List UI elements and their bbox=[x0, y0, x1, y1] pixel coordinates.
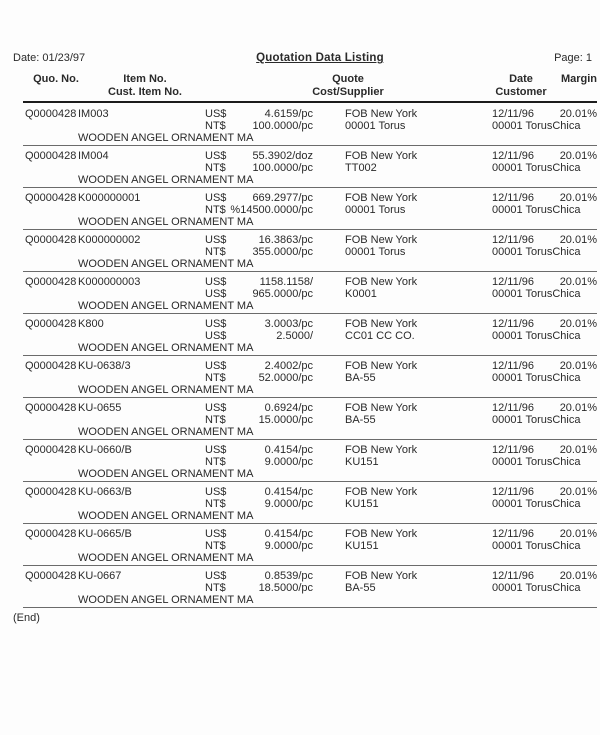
item-number: K000000002 bbox=[78, 234, 141, 246]
quotation-number: Q0000428 bbox=[25, 570, 77, 582]
column-header-customer-label: Customer bbox=[495, 86, 547, 98]
customer-code: 00001 TorusChica bbox=[492, 288, 581, 300]
price2-currency: NT$ bbox=[205, 414, 226, 426]
item-number: KU-0655 bbox=[78, 402, 122, 414]
quote-date: 12/11/96 bbox=[492, 192, 535, 204]
column-header-margin-spacer bbox=[538, 86, 597, 99]
item-number: K000000003 bbox=[78, 276, 141, 288]
price2-currency: NT$ bbox=[205, 498, 226, 510]
price2-value: 965.0000/pc bbox=[252, 288, 313, 300]
quote-date: 12/11/96 bbox=[492, 486, 535, 498]
price2-currency: NT$ bbox=[205, 582, 226, 594]
customer-code: 00001 TorusChica bbox=[492, 582, 581, 594]
price1-value: 1158.1158/ bbox=[259, 276, 313, 288]
price1-currency: US$ bbox=[205, 402, 227, 414]
column-header-margin bbox=[538, 73, 597, 99]
customer-code: 00001 TorusChica bbox=[492, 540, 581, 552]
price2-currency: NT$ bbox=[205, 204, 226, 216]
margin-value: 20.01% bbox=[559, 192, 597, 204]
quote-date: 12/11/96 bbox=[492, 276, 535, 288]
margin-value: 20.01% bbox=[559, 402, 597, 414]
price1-value: 0.4154/pc bbox=[264, 486, 313, 498]
item-number: IM004 bbox=[78, 150, 109, 162]
item-description: WOODEN ANGEL ORNAMENT MA bbox=[78, 300, 254, 312]
price1-value: 3.0003/pc bbox=[264, 318, 313, 330]
item-description: WOODEN ANGEL ORNAMENT MA bbox=[78, 132, 254, 144]
table-row bbox=[0, 356, 600, 398]
table-row bbox=[0, 398, 600, 440]
price1-value: 669.2977/pc bbox=[252, 192, 313, 204]
quote-terms: FOB New York bbox=[345, 570, 418, 582]
price1-value: 55.3902/doz bbox=[252, 150, 313, 162]
quote-terms: FOB New York bbox=[345, 486, 418, 498]
price2-currency: NT$ bbox=[205, 246, 226, 258]
table-row bbox=[0, 230, 600, 272]
column-header-cost-supplier-label: Cost/Supplier bbox=[312, 86, 384, 98]
quote-terms: FOB New York bbox=[345, 360, 418, 372]
supplier-code: BA-55 bbox=[345, 582, 376, 594]
quote-date: 12/11/96 bbox=[492, 234, 535, 246]
price2-currency: US$ bbox=[205, 288, 227, 300]
quotation-number: Q0000428 bbox=[25, 528, 77, 540]
price2-value: 355.0000/pc bbox=[252, 246, 313, 258]
quote-terms: FOB New York bbox=[345, 192, 418, 204]
column-header-date-label: Date bbox=[509, 73, 533, 85]
quote-terms: FOB New York bbox=[345, 108, 418, 120]
column-header-quo-no-spacer bbox=[23, 86, 89, 99]
price2-value: 9.0000/pc bbox=[264, 456, 313, 468]
price1-currency: US$ bbox=[205, 150, 227, 162]
customer-code: 00001 TorusChica bbox=[492, 246, 581, 258]
table-row bbox=[0, 482, 600, 524]
supplier-code: 00001 Torus bbox=[345, 120, 406, 132]
price1-currency: US$ bbox=[205, 360, 227, 372]
row-divider bbox=[23, 607, 597, 608]
margin-value: 20.01% bbox=[559, 570, 597, 582]
price1-value: 4.6159/pc bbox=[264, 108, 313, 120]
quotation-number: Q0000428 bbox=[25, 276, 77, 288]
price1-currency: US$ bbox=[205, 234, 227, 246]
margin-value: 20.01% bbox=[559, 108, 597, 120]
customer-code: 00001 TorusChica bbox=[492, 330, 581, 342]
price1-currency: US$ bbox=[205, 318, 227, 330]
supplier-code: TT002 bbox=[345, 162, 377, 174]
price1-value: 16.3863/pc bbox=[258, 234, 313, 246]
header-divider bbox=[23, 101, 597, 103]
customer-code: 00001 TorusChica bbox=[492, 162, 581, 174]
margin-value: 20.01% bbox=[559, 486, 597, 498]
item-description: WOODEN ANGEL ORNAMENT MA bbox=[78, 510, 254, 522]
price1-currency: US$ bbox=[205, 570, 227, 582]
item-number: IM003 bbox=[78, 108, 109, 120]
column-header-item-no-label: Item No. bbox=[123, 73, 167, 85]
column-header-quote-label: Quote bbox=[332, 73, 364, 85]
supplier-code: 00001 Torus bbox=[345, 246, 406, 258]
price2-currency: NT$ bbox=[205, 456, 226, 468]
supplier-code: CC01 CC CO. bbox=[345, 330, 415, 342]
price2-currency: NT$ bbox=[205, 540, 226, 552]
quotation-number: Q0000428 bbox=[25, 192, 77, 204]
quote-terms: FOB New York bbox=[345, 276, 418, 288]
quotation-number: Q0000428 bbox=[25, 234, 77, 246]
margin-value: 20.01% bbox=[559, 150, 597, 162]
price2-currency: NT$ bbox=[205, 372, 226, 384]
table-row bbox=[0, 146, 600, 188]
end-of-report-label: (End) bbox=[13, 612, 40, 624]
quote-date: 12/11/96 bbox=[492, 444, 535, 456]
item-number: K000000001 bbox=[78, 192, 141, 204]
supplier-code: K0001 bbox=[345, 288, 377, 300]
price1-currency: US$ bbox=[205, 276, 227, 288]
table-row bbox=[0, 440, 600, 482]
price2-value: 52.0000/pc bbox=[258, 372, 313, 384]
price1-value: 2.4002/pc bbox=[264, 360, 313, 372]
quote-date: 12/11/96 bbox=[492, 528, 535, 540]
margin-value: 20.01% bbox=[559, 528, 597, 540]
quote-terms: FOB New York bbox=[345, 234, 418, 246]
item-description: WOODEN ANGEL ORNAMENT MA bbox=[78, 468, 254, 480]
item-description: WOODEN ANGEL ORNAMENT MA bbox=[78, 342, 254, 354]
item-description: WOODEN ANGEL ORNAMENT MA bbox=[78, 216, 254, 228]
item-number: KU-0663/B bbox=[78, 486, 132, 498]
customer-code: 00001 TorusChica bbox=[492, 414, 581, 426]
quote-terms: FOB New York bbox=[345, 318, 418, 330]
quote-date: 12/11/96 bbox=[492, 318, 535, 330]
page-number: Page: 1 bbox=[554, 52, 592, 64]
customer-code: 00001 TorusChica bbox=[492, 372, 581, 384]
price1-value: 0.6924/pc bbox=[264, 402, 313, 414]
quotation-number: Q0000428 bbox=[25, 444, 77, 456]
price1-currency: US$ bbox=[205, 444, 227, 456]
price2-value: %14500.0000/pc bbox=[230, 204, 313, 216]
price1-currency: US$ bbox=[205, 528, 227, 540]
price1-currency: US$ bbox=[205, 108, 227, 120]
price1-currency: US$ bbox=[205, 192, 227, 204]
customer-code: 00001 TorusChica bbox=[492, 204, 581, 216]
margin-value: 20.01% bbox=[559, 276, 597, 288]
customer-code: 00001 TorusChica bbox=[492, 456, 581, 468]
quote-terms: FOB New York bbox=[345, 150, 418, 162]
price1-value: 0.8539/pc bbox=[264, 570, 313, 582]
quotation-number: Q0000428 bbox=[25, 486, 77, 498]
price2-value: 9.0000/pc bbox=[264, 540, 313, 552]
price1-currency: US$ bbox=[205, 486, 227, 498]
item-description: WOODEN ANGEL ORNAMENT MA bbox=[78, 552, 254, 564]
quote-date: 12/11/96 bbox=[492, 570, 535, 582]
item-number: K800 bbox=[78, 318, 104, 330]
supplier-code: 00001 Torus bbox=[345, 204, 406, 216]
margin-value: 20.01% bbox=[559, 234, 597, 246]
customer-code: 00001 TorusChica bbox=[492, 120, 581, 132]
column-header-margin-label: Margin bbox=[560, 73, 597, 85]
report-header bbox=[0, 52, 600, 68]
quotation-number: Q0000428 bbox=[25, 402, 77, 414]
price2-value: 18.5000/pc bbox=[258, 582, 313, 594]
page-title: Quotation Data Listing bbox=[256, 52, 384, 64]
quotation-number: Q0000428 bbox=[25, 108, 77, 120]
margin-value: 20.01% bbox=[559, 444, 597, 456]
table-row bbox=[0, 188, 600, 230]
item-number: KU-0660/B bbox=[78, 444, 132, 456]
price1-value: 0.4154/pc bbox=[264, 528, 313, 540]
item-number: KU-0665/B bbox=[78, 528, 132, 540]
price1-value: 0.4154/pc bbox=[264, 444, 313, 456]
table-row bbox=[0, 104, 600, 146]
column-header-quote bbox=[288, 73, 408, 99]
price2-value: 9.0000/pc bbox=[264, 498, 313, 510]
column-header-item-no bbox=[93, 73, 197, 99]
item-number: KU-0667 bbox=[78, 570, 122, 582]
quote-date: 12/11/96 bbox=[492, 150, 535, 162]
item-description: WOODEN ANGEL ORNAMENT MA bbox=[78, 426, 254, 438]
supplier-code: KU151 bbox=[345, 456, 379, 468]
price2-value: 100.0000/pc bbox=[252, 162, 313, 174]
table-body bbox=[0, 104, 600, 608]
price2-value: 15.0000/pc bbox=[258, 414, 313, 426]
item-description: WOODEN ANGEL ORNAMENT MA bbox=[78, 174, 254, 186]
column-header-cust-item-no-label: Cust. Item No. bbox=[108, 86, 182, 98]
quote-terms: FOB New York bbox=[345, 444, 418, 456]
item-description: WOODEN ANGEL ORNAMENT MA bbox=[78, 594, 254, 606]
margin-value: 20.01% bbox=[559, 360, 597, 372]
table-row bbox=[0, 524, 600, 566]
supplier-code: BA-55 bbox=[345, 414, 376, 426]
item-description: WOODEN ANGEL ORNAMENT MA bbox=[78, 384, 254, 396]
item-description: WOODEN ANGEL ORNAMENT MA bbox=[78, 258, 254, 270]
quotation-number: Q0000428 bbox=[25, 360, 77, 372]
report-date: Date: 01/23/97 bbox=[13, 52, 86, 64]
margin-value: 20.01% bbox=[559, 318, 597, 330]
quote-date: 12/11/96 bbox=[492, 108, 535, 120]
quote-date: 12/11/96 bbox=[492, 360, 535, 372]
price2-value: 2.5000/ bbox=[276, 330, 313, 342]
quotation-number: Q0000428 bbox=[25, 150, 77, 162]
supplier-code: KU151 bbox=[345, 498, 379, 510]
column-header-quo-no-label: Quo. No. bbox=[33, 73, 79, 85]
supplier-code: KU151 bbox=[345, 540, 379, 552]
quotation-number: Q0000428 bbox=[25, 318, 77, 330]
supplier-code: BA-55 bbox=[345, 372, 376, 384]
item-number: KU-0638/3 bbox=[78, 360, 131, 372]
table-row bbox=[0, 566, 600, 608]
quote-date: 12/11/96 bbox=[492, 402, 535, 414]
quote-terms: FOB New York bbox=[345, 528, 418, 540]
price2-currency: NT$ bbox=[205, 162, 226, 174]
price2-value: 100.0000/pc bbox=[252, 120, 313, 132]
table-row bbox=[0, 314, 600, 356]
quote-terms: FOB New York bbox=[345, 402, 418, 414]
price2-currency: NT$ bbox=[205, 120, 226, 132]
price2-currency: US$ bbox=[205, 330, 227, 342]
column-header-quo-no bbox=[23, 73, 89, 99]
customer-code: 00001 TorusChica bbox=[492, 498, 581, 510]
table-row bbox=[0, 272, 600, 314]
